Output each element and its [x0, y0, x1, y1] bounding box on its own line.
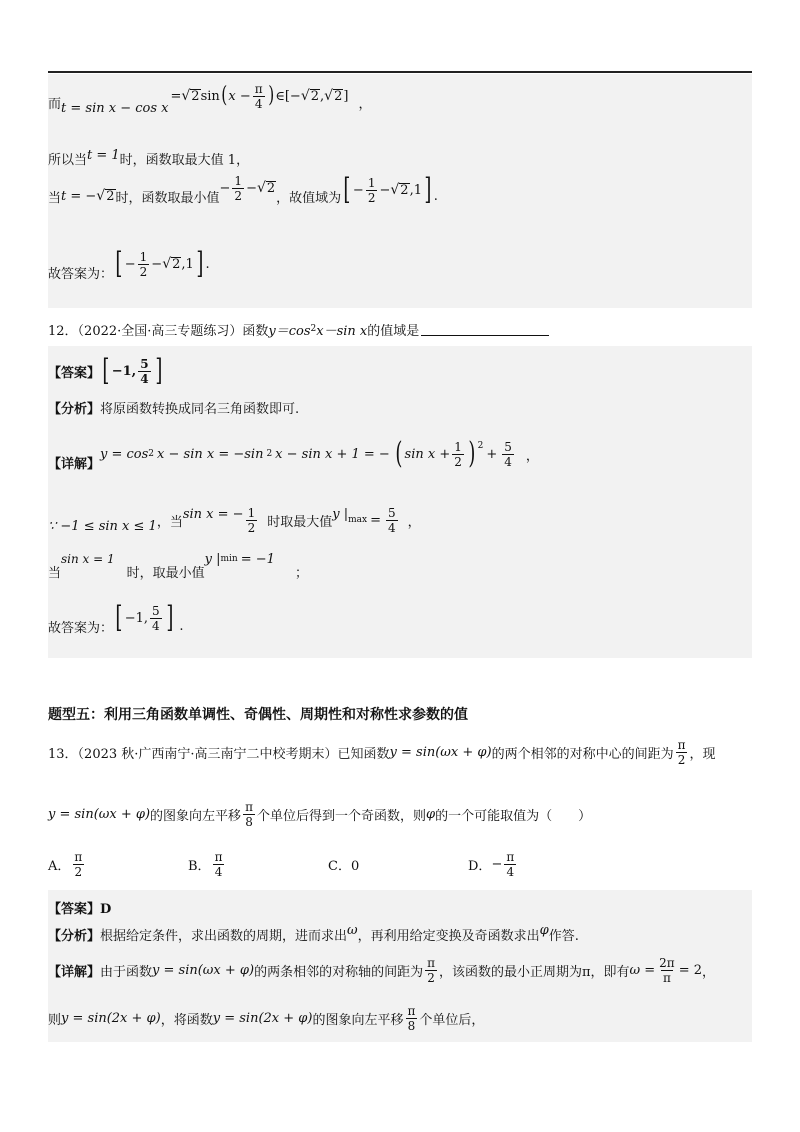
- question-13-line-2: [48, 796, 591, 832]
- text: x −: [228, 88, 251, 104]
- text: 时取最大值: [267, 514, 333, 530]
- detail-line: 【详解】 由于函数 y = sin(ωx + φ) 的两条相邻的对称轴的间距为 $\frac{\pi}{2}$ ，该函数的最小正周期为π，即有 ω = $\frac{2\pi}{\pi}$ = 2 ，: [48, 955, 716, 985]
- text: ，现: [689, 746, 716, 762]
- answer-blank: [421, 323, 549, 336]
- fraction-pi-2: $\frac{\pi}{2}$: [677, 737, 686, 767]
- text: .: [205, 256, 210, 272]
- math-function: y = sin(ωx + φ): [48, 806, 151, 822]
- text: 故答案为：: [48, 620, 114, 636]
- text: 当: [48, 190, 62, 206]
- text: 由于函数: [100, 964, 153, 980]
- text: ，: [358, 96, 372, 112]
- solution-panel-11: [48, 74, 752, 308]
- sqrt: √ 2: [181, 88, 200, 104]
- option-label: B．: [188, 858, 211, 874]
- math-ymax: y |: [332, 506, 349, 522]
- text: 而: [48, 96, 62, 112]
- option-b[interactable]: B． $\frac{\pi}{4}$: [188, 849, 223, 879]
- math-phi: φ: [425, 806, 436, 822]
- analysis-line: [48, 396, 299, 418]
- math-sqrt2-sin: = √ 2 sin ( x − $\frac{\pi}{4}$ ) ∈[− √ 2 , √ 2 ]: [170, 81, 349, 111]
- analysis-line: 【分析】 根据给定条件，求出函数的周期，进而求出 ω ，再利用给定变换及奇函数求出 φ 作答.: [48, 922, 579, 944]
- option-label: D．: [468, 858, 492, 874]
- detail-label: 【详解】: [48, 964, 101, 980]
- text: 将原函数转换成同名三角函数即可.: [100, 401, 300, 417]
- text: .: [433, 188, 438, 204]
- text: sin: [200, 88, 220, 104]
- text: 个单位后得到一个奇函数，则: [256, 808, 426, 824]
- fraction-pi-4: $\frac{\pi}{4}$: [254, 81, 263, 111]
- solution-panel-12: [48, 346, 752, 658]
- math-condition: sin x = 1: [61, 552, 115, 566]
- analysis-label: 【分析】: [48, 928, 101, 944]
- detail-line: 【详解】 y = cos 2 x − sin x = −sin 2 x − sin x + 1 = − ( sin x + $\frac{1}{2}$ ) 2 + $\frac{5}{4}$ ，: [48, 436, 539, 472]
- solution-line-answer: [48, 242, 210, 286]
- math-t-1: t = 1: [87, 147, 120, 163]
- text: 故答案为：: [48, 266, 114, 282]
- math-t-def: t = sin x − cos x: [61, 100, 169, 116]
- text: 时，取最小值: [126, 565, 205, 581]
- math-function: y = sin(ωx + φ): [389, 744, 492, 760]
- text: 则: [48, 1012, 62, 1028]
- analysis-label: 【分析】: [48, 401, 101, 417]
- text: 的一个可能取值为（ ）: [435, 808, 592, 824]
- math-range: [ − $\frac{1}{2}$ − √ 2 ,1 ]: [115, 246, 204, 281]
- top-rule: [48, 71, 752, 73]
- text: 的图象向左平移: [150, 808, 242, 824]
- answer-label: 【答案】D: [48, 901, 112, 917]
- math-answer: [ −1, $\frac{5}{4}$ ]: [115, 600, 174, 635]
- answer-final-line: 故答案为： [ −1, $\frac{5}{4}$ ] .: [48, 600, 184, 636]
- fraction-pi-8: $\frac{\pi}{8}$: [245, 799, 253, 829]
- section-title: 题型五：利用三角函数单调性、奇偶性、周期性和对称性求参数的值: [48, 707, 468, 723]
- text: 2: [191, 88, 200, 104]
- answer-line: [48, 352, 164, 390]
- answer-line: [48, 896, 111, 918]
- question-12: 12．（2022·全国·高三专题练习）函数 y＝cos 2 x－sin x 的值域是: [48, 318, 549, 340]
- answer-label: 【答案】: [48, 365, 101, 381]
- text: ，当: [156, 514, 183, 530]
- math-bounds: ∵ −1 ≤ sin x ≤ 1: [48, 518, 157, 534]
- option-d[interactable]: D． − $\frac{\pi}{4}$: [468, 849, 515, 879]
- text: 根据给定条件，求出函数的周期，进而求出: [100, 928, 348, 944]
- option-label: A．: [48, 858, 71, 874]
- solution-line-t-def: [48, 82, 371, 122]
- text: 的两个相邻的对称中心的间距为: [491, 746, 674, 762]
- detail-line-min: 当 sin x = 1 时，取最小值 y | min = −1 ；: [48, 551, 308, 581]
- text: ∈[−: [275, 88, 301, 104]
- math-range: [ − $\frac{1}{2}$ − √ 2 ,1 ]: [343, 172, 432, 207]
- solution-panel-13: [48, 890, 752, 1042]
- text: =: [170, 88, 182, 104]
- detail-line-max: ∵ −1 ≤ sin x ≤ 1 ，当 sin x = − $\frac{1}{2}$ 时取最大值 y | max = $\frac{5}{4}$ ，: [48, 505, 421, 535]
- option-c[interactable]: C．0: [328, 858, 360, 874]
- math-ymin: y |: [204, 551, 221, 567]
- detail-line-2: 则 y = sin(2x + φ) ，将函数 y = sin(2x + φ) 的图象向左平移 $\frac{\pi}{8}$ 个单位后，: [48, 1003, 485, 1033]
- text: 的值域是: [367, 323, 420, 339]
- text: ，故值域为: [276, 190, 342, 206]
- math-t: t = −: [61, 188, 97, 204]
- solution-line-min: 当 t = − √ 2 时，函数取最小值 − $\frac{1}{2}$ − √ 2 ，故值域为 [ − $\frac{1}{2}$ − √ 2 ,1 ] .: [48, 172, 438, 207]
- question-header: 13．（2023 秋·广西南宁·高三南宁二中校考期末）已知函数: [48, 746, 390, 762]
- text: y＝cos: [268, 323, 311, 339]
- solution-line-max: [48, 146, 249, 170]
- text: 当: [48, 565, 62, 581]
- math-min-value: − $\frac{1}{2}$ − √ 2: [219, 173, 276, 203]
- text: 所以当: [48, 152, 88, 168]
- math-expr: y = cos: [100, 446, 149, 462]
- option-a[interactable]: A． $\frac{\pi}{2}$: [48, 849, 83, 879]
- question-13-line-1: [48, 732, 716, 772]
- detail-label: 【详解】: [48, 456, 101, 472]
- text: 时，函数取最小值: [115, 190, 220, 206]
- math-answer: [ −1, $\frac{5}{4}$ ]: [102, 353, 162, 388]
- math-condition: sin x = −: [182, 506, 244, 522]
- question-header: 12．（2022·全国·高三专题练习）函数: [48, 323, 269, 339]
- text: 时，函数取最大值 1，: [119, 152, 250, 168]
